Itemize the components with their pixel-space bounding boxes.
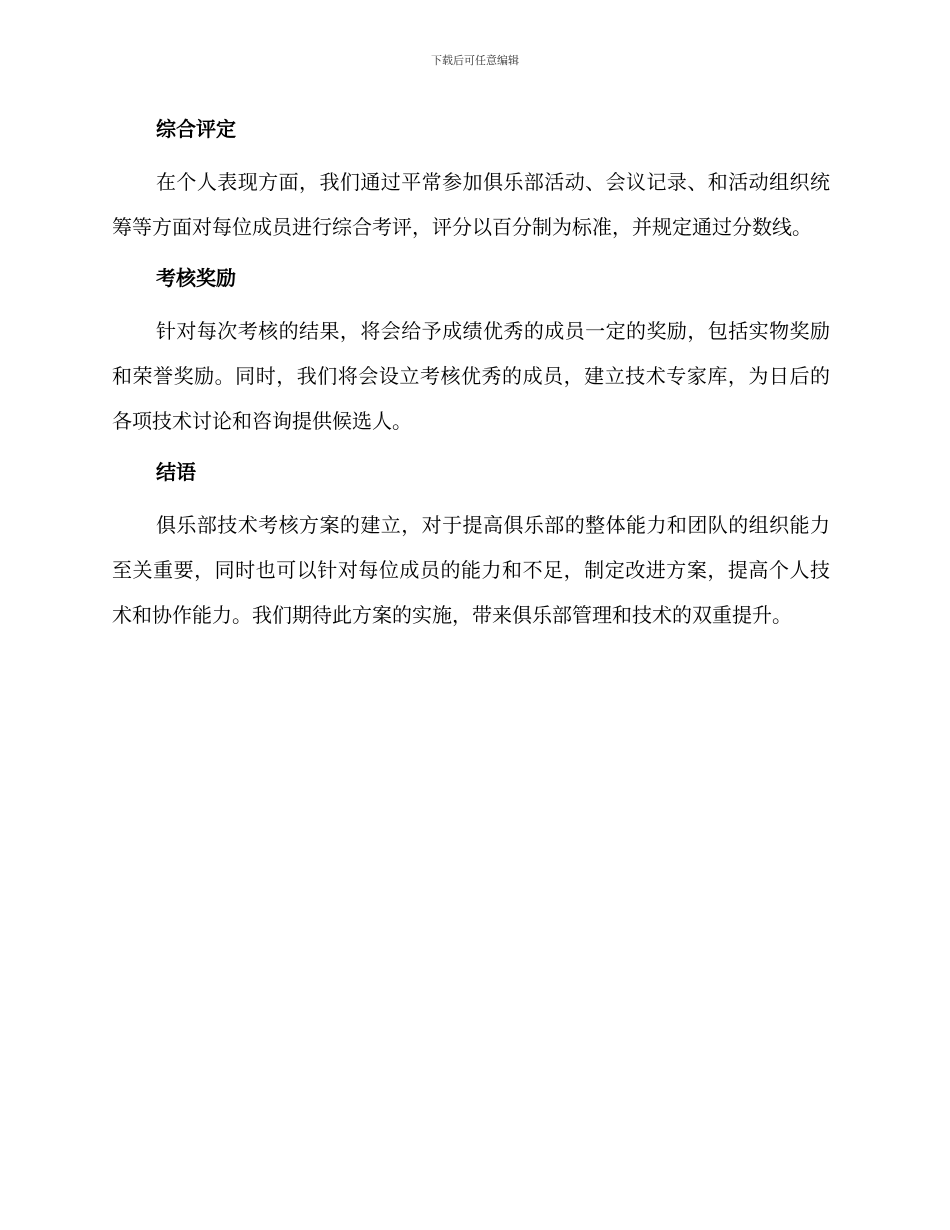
spacer xyxy=(112,444,830,451)
section-heading-comprehensive-evaluation: 综合评定 xyxy=(156,117,236,141)
page-header-note: 下载后可任意编辑 xyxy=(431,54,519,67)
spacer xyxy=(112,250,830,257)
section-paragraph-assessment-rewards: 针对每次考核的结果，将会给予成绩优秀的成员一定的奖励，包括实物奖励和荣誉奖励。同时，我们将会设立考核优秀的成员，建立技术专家库，为日后的各项技术讨论和咨询提供候选人。 xyxy=(112,319,830,433)
document-body xyxy=(112,108,830,638)
section-heading-assessment-rewards: 考核奖励 xyxy=(156,266,236,290)
spacer xyxy=(112,150,830,160)
spacer xyxy=(112,493,830,503)
section-paragraph-conclusion: 俱乐部技术考核方案的建立，对于提高俱乐部的整体能力和团队的组织能力至关重要，同时也可以针对每位成员的能力和不足，制定改进方案，提高个人技术和协作能力。我们期待此方案的实施，带来俱乐部管理和技术的双重提升。 xyxy=(112,513,830,627)
spacer xyxy=(112,299,830,309)
section-heading-conclusion: 结语 xyxy=(156,460,196,484)
section-paragraph-comprehensive-evaluation: 在个人表现方面，我们通过平常参加俱乐部活动、会议记录、和活动组织统筹等方面对每位成员进行综合考评，评分以百分制为标准，并规定通过分数线。 xyxy=(112,170,830,239)
